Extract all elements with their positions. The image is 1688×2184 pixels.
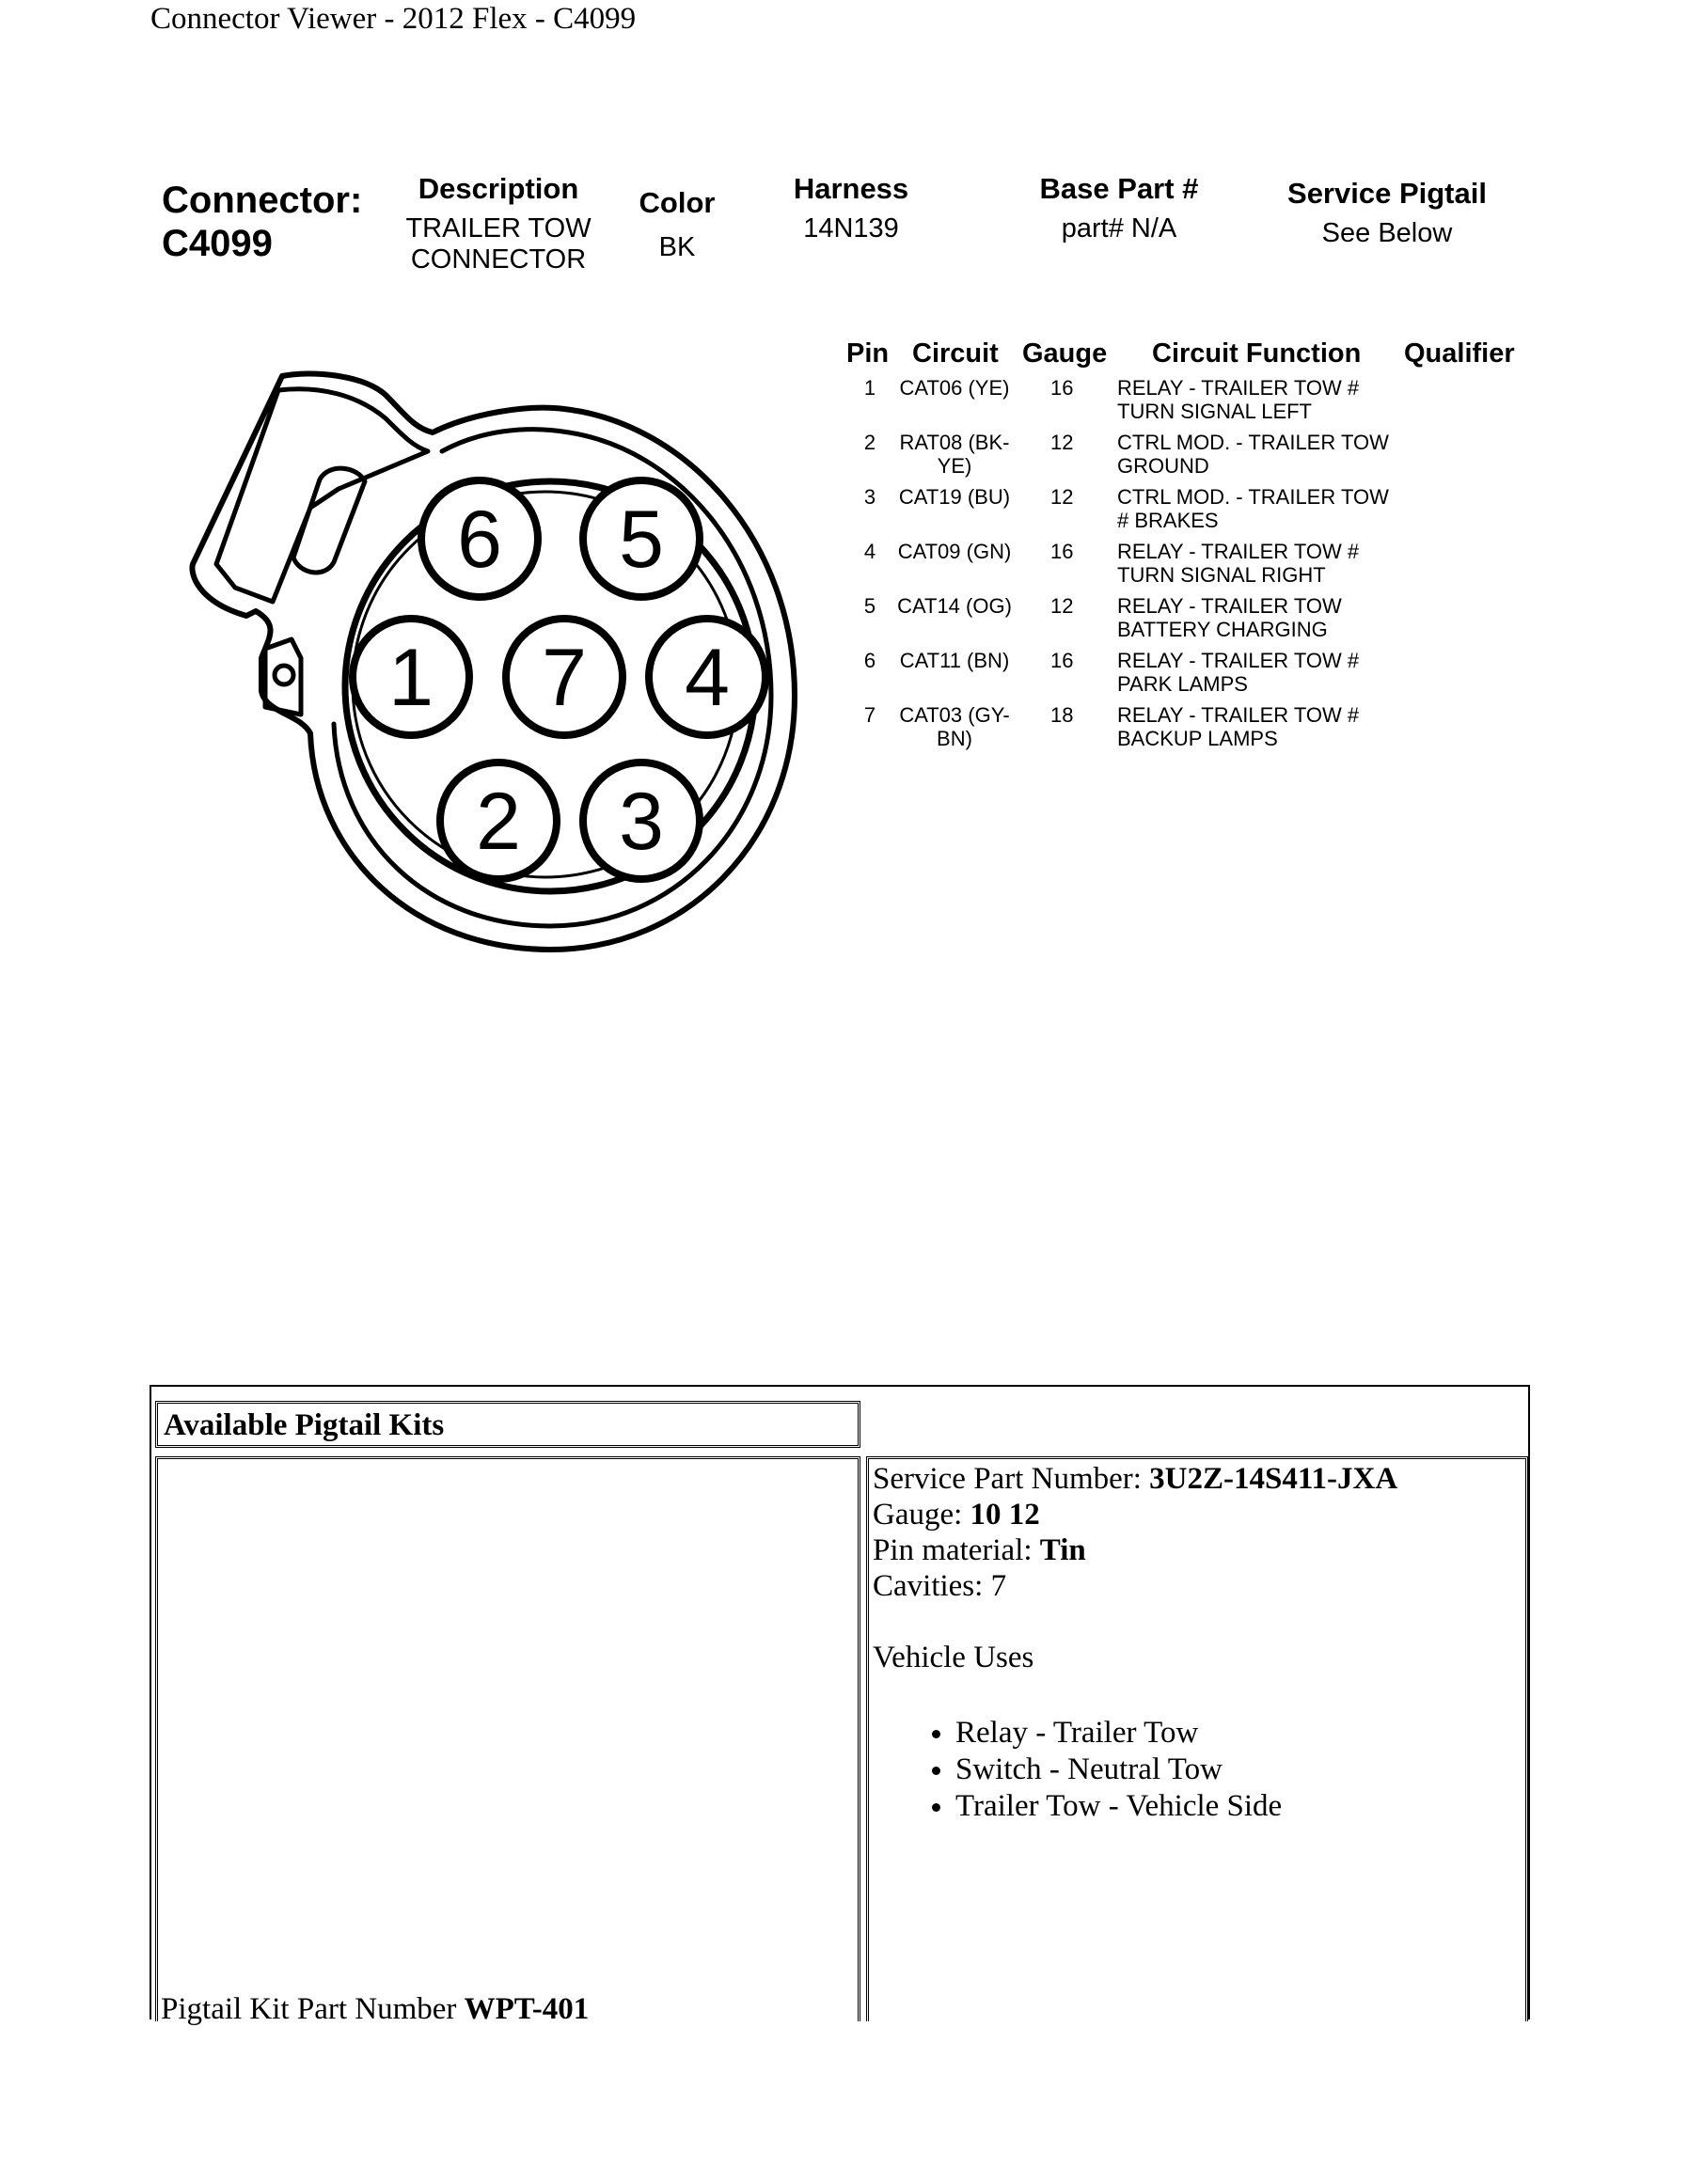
circuit: CAT09 (GN) [897,540,1012,563]
harness-label: Harness [793,172,909,205]
col-header-qualifier: Qualifier [1404,338,1515,369]
circuit: CAT11 (BN) [899,649,1010,672]
pin-number: 5 [863,594,876,618]
col-header-pin: Pin [846,338,890,369]
pigtail-heading: Available Pigtail Kits [164,1408,445,1442]
gauge: 12 [1050,431,1074,454]
pin-number: 4 [863,540,876,563]
vehicle-use-item: • Switch - Neutral Tow [955,1752,1522,1788]
description-value-line2: CONNECTOR [410,244,587,275]
harness-value: 14N139 [803,213,899,244]
pin-row [0,485,1688,540]
color-value: BK [658,232,696,262]
pin-number: 7 [863,703,876,727]
pin-number: 2 [863,431,876,454]
pigtail-details-cell [866,1456,1528,2021]
col-header-function: Circuit Function [1152,338,1362,369]
circuit: CAT19 (BU) [898,485,1011,509]
col-header-circuit: Circuit [912,338,999,369]
circuit: CAT06 (YE) [899,376,1010,400]
cavities: Cavities: 7 [873,1569,1007,1603]
pin-number: 1 [863,376,876,400]
color-label: Color [639,186,716,219]
pigtail-gauge: Gauge: 10 12 [873,1498,1040,1532]
service-pigtail-label: Service Pigtail [1287,177,1487,210]
circuit-function: RELAY - TRAILER TOW # PARK LAMPS [1117,649,1360,696]
pigtail-image-cell [155,1456,860,2026]
pin-row [0,431,1688,485]
circuit-function: RELAY - TRAILER TOW BATTERY CHARGING [1117,594,1342,641]
pin-row [0,594,1688,649]
connector-label-caption: Connector: [162,180,363,221]
vehicle-use-item: • Trailer Tow - Vehicle Side [955,1788,1522,1825]
service-pigtail-block [1260,177,1514,249]
gauge: 12 [1050,485,1074,509]
description-block [386,172,611,275]
circuit-function: RELAY - TRAILER TOW # TURN SIGNAL RIGHT [1117,540,1360,587]
pin-row [0,376,1688,431]
base-part-label: Base Part # [1039,172,1199,205]
circuit: CAT03 (GY- BN) [899,703,1010,750]
base-part-block [1016,172,1223,244]
vehicle-use-item: • Relay - Trailer Tow [955,1715,1522,1752]
service-part-number: Service Part Number: 3U2Z-14S411-JXA [873,1462,1398,1496]
vehicle-uses-label: Vehicle Uses [873,1641,1034,1674]
pin-number: 3 [863,485,876,509]
pin-1-label: 1 [388,633,434,723]
pin-6-label: 6 [457,495,502,585]
vehicle-uses-list [873,1715,1522,1825]
circuit-function: CTRL MOD. - TRAILER TOW GROUND [1117,431,1389,478]
pin-material: Pin material: Tin [873,1533,1086,1567]
pin-7-label: 7 [542,633,587,723]
description-value-line1: TRAILER TOW [405,213,592,244]
pigtail-kits-table [150,1385,1530,2026]
pin-3-label: 3 [619,777,664,867]
color-block [621,186,734,263]
gauge: 16 [1050,376,1074,400]
gauge: 16 [1050,540,1074,563]
pin-number: 6 [863,649,876,672]
base-part-value: part# N/A [1061,213,1177,244]
pin-row [0,540,1688,594]
connector-label [162,179,362,265]
gauge: 18 [1050,703,1074,727]
circuit: RAT08 (BK- YE) [899,431,1010,478]
circuit: CAT14 (OG) [897,594,1012,618]
harness-block [762,172,940,244]
pigtail-heading-cell [155,1401,860,1448]
pin-2-label: 2 [476,777,521,867]
connector-id: C4099 [162,223,273,264]
page-title: Connector Viewer - 2012 Flex - C4099 [150,2,637,36]
circuit-function: RELAY - TRAILER TOW # BACKUP LAMPS [1117,703,1360,750]
service-pigtail-value: See Below [1321,218,1453,248]
gauge: 16 [1050,649,1074,672]
pin-4-label: 4 [685,633,730,723]
pin-row [0,703,1688,758]
circuit-function: RELAY - TRAILER TOW # TURN SIGNAL LEFT [1117,376,1360,423]
gauge: 12 [1050,594,1074,618]
col-header-gauge: Gauge [1022,338,1108,369]
circuit-function: CTRL MOD. - TRAILER TOW # BRAKES [1117,485,1389,532]
pin-5-label: 5 [619,495,664,585]
description-label: Description [418,172,579,205]
pigtail-kit-part-number: Pigtail Kit Part Number WPT-401 [161,1992,590,2026]
pin-row [0,649,1688,703]
